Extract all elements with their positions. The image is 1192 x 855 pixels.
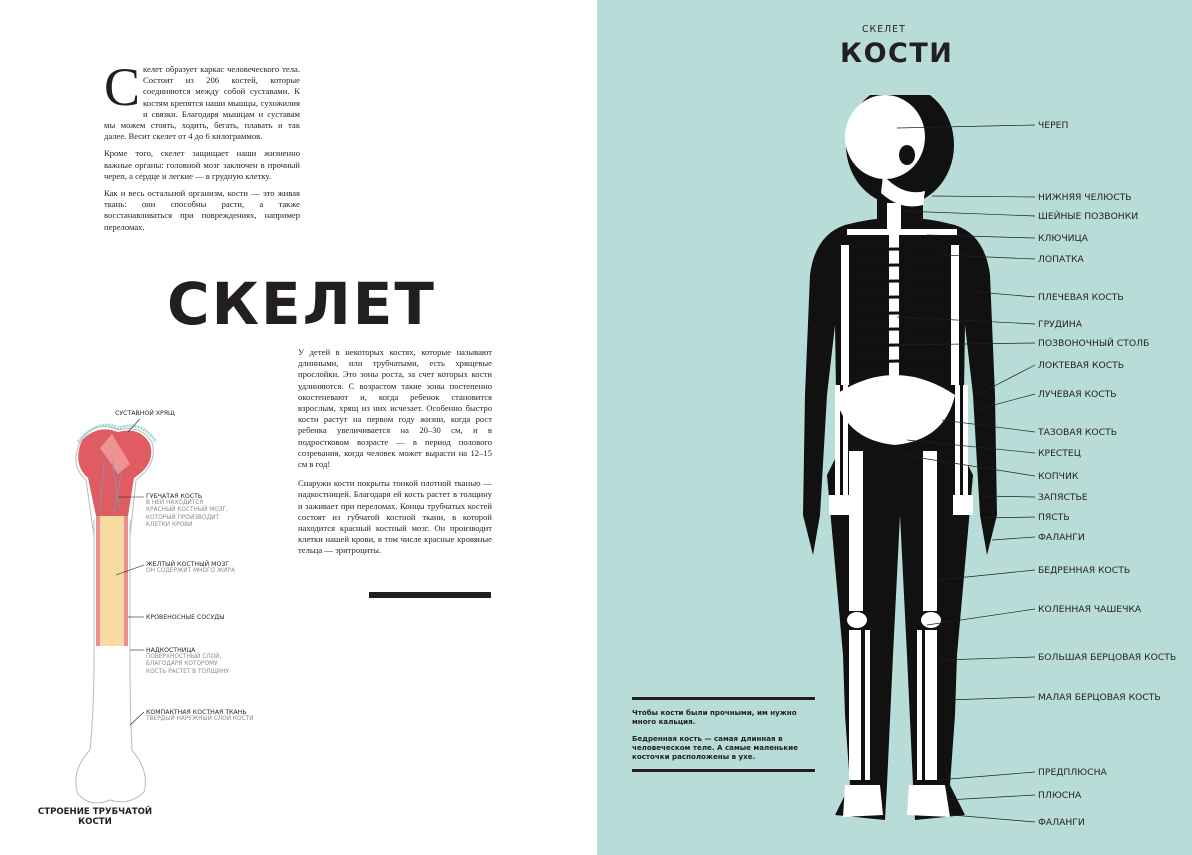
label-tarsus: ПРЕДПЛЮСНА [1038,767,1107,778]
label-humerus: ПЛЕЧЕВАЯ КОСТЬ [1038,292,1124,303]
bone-label-periosteum: НАДКОСТНИЦА ПОВЕРХНОСТНЫЙ СЛОЙ, БЛАГОДАРЯ КОТОРОМУ КОСТЬ РАСТЕТ В ТОЛЩИНУ [146,647,230,675]
growth-paragraph: У детей в некоторых костях, которые называют длинными, или трубчатыми, есть хрящевые прослойки. Это зоны роста, за счет которых кости удлиняются. С возрастом такие зоны постепенно окостеневают и, когда ребенок становится взрослым, хрящ из них исчезает. Особенно быстро кости растут на первом году жизни, когда рост ребенка увеличивается на 20–30 см, и в подростковом возрасте — в период полового созревания, когда человек может вырасти на 12–15 см в год! [298,347,492,470]
label-fibula: МАЛАЯ БЕРЦОВАЯ КОСТЬ [1038,692,1161,703]
section-label: СКЕЛЕТ [862,24,906,35]
bone-label-spongy: ГУБЧАТАЯ КОСТЬ В НЕЙ НАХОДИТСЯ КРАСНЫЙ КОСТНЫЙ МОЗГ, КОТОРЫЙ ПРОИЗВОДИТ КЛЕТКИ КРОВИ [146,493,228,529]
label-skull: ЧЕРЕП [1038,120,1069,131]
bone-label-yellow-marrow: ЖЕЛТЫЙ КОСТНЫЙ МОЗГ ОН СОДЕРЖИТ МНОГО ЖИРА [146,561,235,574]
label-wrist: ЗАПЯСТЬЕ [1038,492,1088,503]
label-sacrum: КРЕСТЕЦ [1038,448,1081,459]
label-femur: БЕДРЕННАЯ КОСТЬ [1038,565,1131,576]
label-spine: ПОЗВОНОЧНЫЙ СТОЛБ [1038,338,1150,349]
notes-top-bar [632,697,815,700]
label-ulna: ЛОКТЕВАЯ КОСТЬ [1038,360,1125,371]
periosteum-paragraph: Снаружи кости покрыты тонкой плотной тканью — надкостницей. Благодаря ей кость растет в толщину и заживает при переломах. Концы трубчатых костей состоят из губчатой костной ткани, в которой находится красный костный мозг. Он производит клетки нашей крови, в том числе красные кровяные тельца — эритроциты. [298,478,492,556]
label-metatarsus: ПЛЮСНА [1038,790,1082,801]
label-cervical-vertebrae: ШЕЙНЫЕ ПОЗВОНКИ [1038,211,1139,222]
notes-bottom-bar [632,769,815,772]
label-patella: КОЛЕННАЯ ЧАШЕЧКА [1038,604,1142,615]
label-radius: ЛУЧЕВАЯ КОСТЬ [1038,389,1117,400]
label-pelvis: ТАЗОВАЯ КОСТЬ [1038,427,1117,438]
label-hand-phalanges: ФАЛАНГИ [1038,532,1085,543]
label-mandible: НИЖНЯЯ ЧЕЛЮСТЬ [1038,192,1132,203]
fact-notes [632,697,815,772]
calcium-note: Чтобы кости были прочными, им нужно много кальция. [632,708,797,726]
label-tibia: БОЛЬШАЯ БЕРЦОВАЯ КОСТЬ [1038,652,1177,663]
label-clavicle: КЛЮЧИЦА [1038,233,1088,244]
intro-paragraph-1-text: келет образует каркас человеческого тела. Состоит из 206 костей, которые соединяются между собой суставами. К костям крепятся наши мышцы, сухожилия и связки. Благодаря мышцам и суставам мы можем стоять, ходить, бегать, плавать и так далее. Весит скелет от 4 до 6 килограммов. [104,64,300,142]
page-title: СКЕЛЕТ [167,270,436,338]
femur-note: Бедренная кость — самая длинная в человеческом теле. А самые маленькие косточки расположены в ухе. [632,734,799,761]
bone-caption: СТРОЕНИЕ ТРУБЧАТОЙ КОСТИ [37,807,153,827]
label-foot-phalanges: ФАЛАНГИ [1038,817,1085,828]
drop-cap: С [104,57,141,117]
label-sternum: ГРУДИНА [1038,319,1082,330]
label-metacarpus: ПЯСТЬ [1038,512,1070,523]
label-scapula: ЛОПАТКА [1038,254,1084,265]
section-heading: КОСТИ [840,38,954,69]
label-coccyx: КОПЧИК [1038,471,1079,482]
bone-label-cartilage: СУСТАВНОЙ ХРЯЩ [115,410,175,417]
intro-paragraph-3: Как и весь остальной организм, кости — это живая ткань: они способны расти, а также восстанавливаться при повреждениях, например переломах. [104,188,300,232]
bone-label-vessels: КРОВЕНОСНЫЕ СОСУДЫ [146,614,225,621]
intro-paragraph-2: Кроме того, скелет защищает наши жизненно важные органы: головной мозг заключен в прочный череп, а сердце и легкие — в грудную клетку. [104,148,300,181]
bone-label-compact: КОМПАКТНАЯ КОСТНАЯ ТКАНЬ ТВЕРДЫЙ НАРУЖНЫЙ СЛОЙ КОСТИ [146,709,254,722]
